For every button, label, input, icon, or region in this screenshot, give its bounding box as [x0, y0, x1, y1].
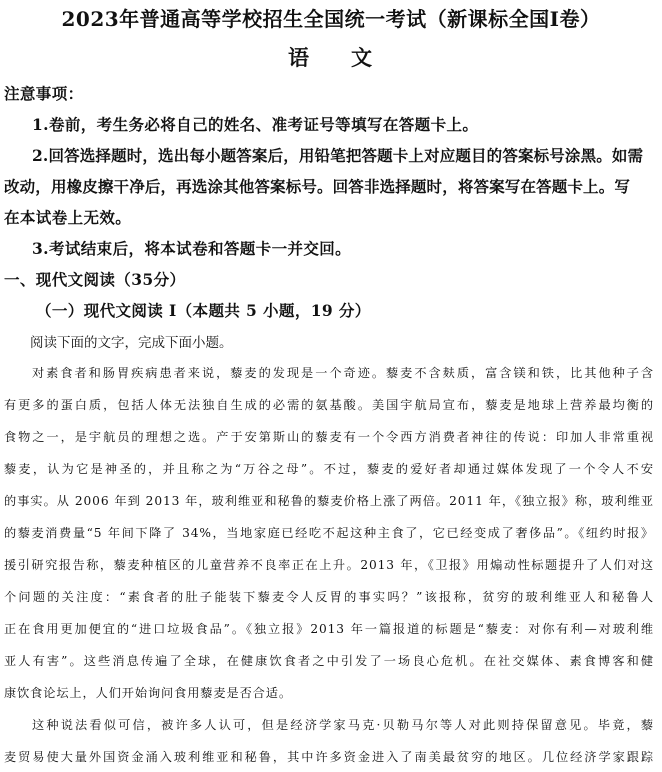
exam-title: 2023年普通高等学校招生全国统一考试（新课标全国Ⅰ卷） — [61, 7, 601, 31]
section-heading-1-1: （一）现代文阅读 I（本题共 5 小题，19 分） — [36, 301, 371, 320]
notice-line-2: 2.回答选择题时，选出每小题答案后，用铅笔把答题卡上对应题目的答案标号涂黑。如需 — [32, 146, 644, 165]
passage-line-3: 食物之一，是宇航员的理想之选。产于安第斯山的藜麦有一个令西方消费者神往的传说：印加人非常重视 — [4, 430, 654, 444]
passage-line-2: 有更多的蛋白质，包括人体无法独自生成的必需的氨基酸。美国宇航局宣布，藜麦是地球上营养最均衡的 — [4, 398, 654, 412]
subject-title — [0, 42, 662, 72]
notice-line-5: 3.考试结束后，将本试卷和答题卡一并交回。 — [32, 239, 352, 258]
passage-line-6: 的藜麦消费量“5 年间下降了 34%，当地家庭已经吃不起这种主食了，它已经变成了奢侈品”。《纽约时报》 — [4, 526, 654, 540]
passage-line-7: 援引研究报告称，藜麦种植区的儿童营养不良率正在上升。2013 年，《卫报》用煽动性标题提升了人们对这 — [4, 558, 654, 572]
passage-line-5: 的事实。从 2006 年到 2013 年，玻利维亚和秘鲁的藜麦价格上涨了两倍。2011 年，《独立报》称，玻利维亚 — [4, 494, 654, 508]
notice-line-1: 1.卷前，考生务必将自己的姓名、准考证号等填写在答题卡上。 — [32, 115, 479, 134]
subject-char-2: 文 — [351, 45, 374, 70]
passage-line-13: 麦贸易使大量外国资金涌入玻利维亚和秘鲁，其中许多资金进入了南美最贫穷的地区。几位经济学家跟踪 — [4, 750, 654, 764]
passage-line-10: 亚人有害”。这些消息传遍了全球，在健康饮食者之中引发了一场良心危机。在社交媒体、素食博客和健 — [4, 654, 654, 668]
passage-line-4: 藜麦，认为它是神圣的，并且称之为“万谷之母”。不过，藜麦的爱好者却通过媒体发现了一个令人不安 — [4, 462, 654, 476]
passage-line-11: 康饮食论坛上，人们开始询问食用藜麦是否合适。 — [4, 686, 292, 700]
notice-heading: 注意事项： — [4, 84, 84, 103]
passage-line-8: 个问题的关注度：“素食者的肚子能装下藜麦令人反胃的事实吗？”该报称，贫穷的玻利维亚人和秘鲁人 — [4, 590, 654, 604]
notice-line-4: 在本试卷上无效。 — [4, 208, 132, 227]
section-heading-1: 一、现代文阅读（35分） — [4, 270, 186, 289]
passage-line-12: 这种说法看似可信，被许多人认可，但是经济学家马克·贝勒马尔等人对此则持保留意见。毕竟，藜 — [32, 718, 654, 732]
notice-line-3: 改动，用橡皮擦干净后，再选涂其他答案标号。回答非选择题时，将答案写在答题卡上。写 — [4, 177, 631, 196]
subject-char-1: 语 — [288, 45, 311, 70]
passage-line-1: 对素食者和肠胃疾病患者来说，藜麦的发现是一个奇迹。藜麦不含麸质，富含镁和铁，比其他种子含 — [32, 366, 654, 380]
passage-line-9: 正在食用更加便宜的“进口垃圾食品”。《独立报》2013 年一篇报道的标题是“藜麦：对你有利—对玻利维 — [4, 622, 654, 636]
reading-instruction: 阅读下面的文字，完成下面小题。 — [30, 335, 233, 351]
